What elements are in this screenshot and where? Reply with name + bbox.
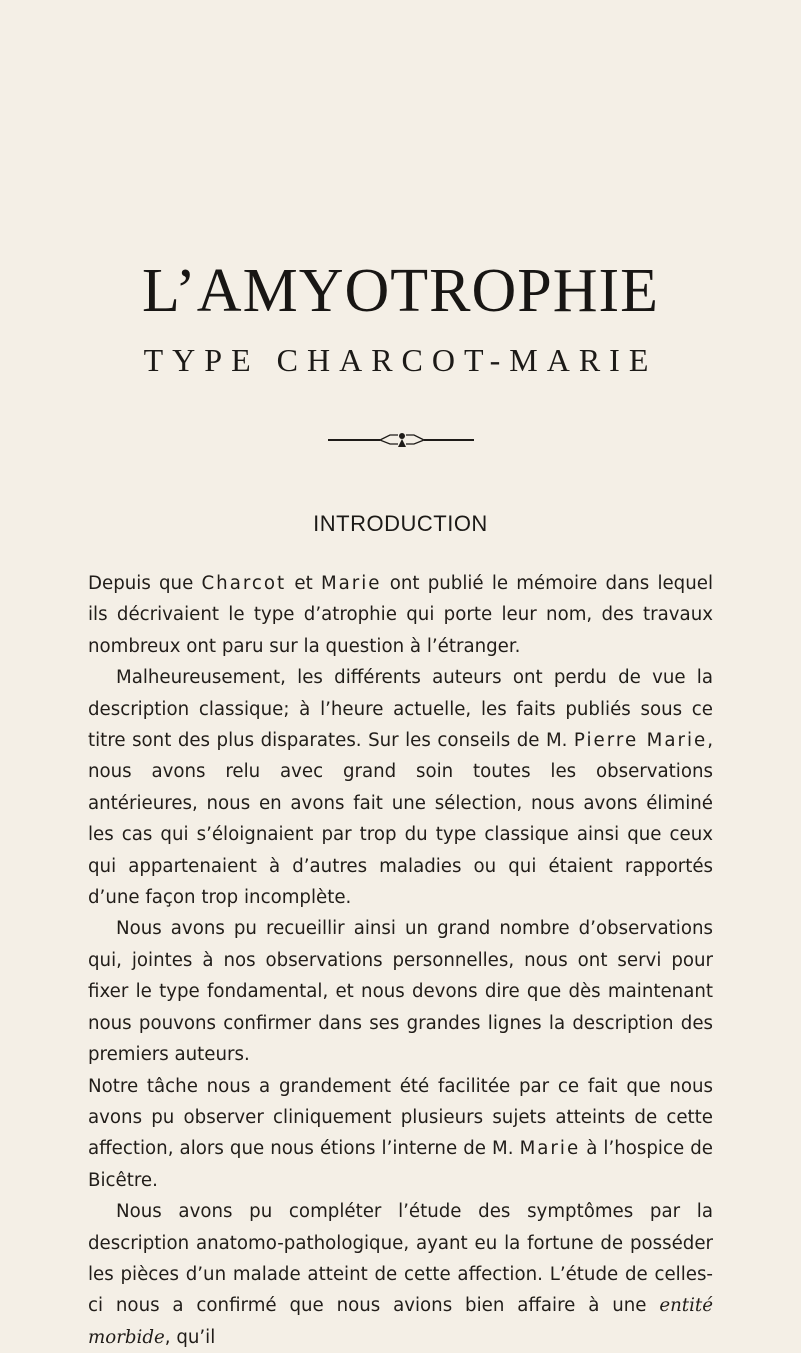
author-name: Marie [519, 1138, 581, 1160]
paragraph-5: Nous avons pu compléter l’étude des symptômes par la description anatomo-pathologique, ayant eu la fortune de posséder les pièces d’un malade atteint de cette affection. L’étude de celles-ci nous a confirmé que nous avions bien affaire à une entité morbide, qu’il [88, 1201, 713, 1348]
body-text [88, 568, 713, 1353]
paragraph-2: Malheureusement, les différents auteurs ont perdu de vue la description classique; à l’heure actuelle, les faits publiés sous ce titre sont des plus disparates. Sur les conseils de M. Pierre Marie, nous avons relu avec grand soin toutes les observations antérieures, nous en avons fait une sélection, nous avons éliminé les cas qui s’éloignaient par trop du type classique ainsi que ceux qui appartenaient à d’autres maladies ou qui étaient rapportés d’une façon trop incomplète. [88, 667, 714, 909]
paragraph-1: Depuis que Charcot et Marie ont publié le mémoire dans lequel ils décrivaient le type d’atrophie qui porte leur nom, des travaux nombreux ont paru sur la question à l’étranger. [88, 573, 713, 657]
ornament-divider-icon [0, 430, 801, 450]
paragraph-3: Nous avons pu recueillir ainsi un grand nombre d’observations qui, jointes à nos observations personnelles, nous ont servi pour fixer le type fondamental, et nous devons dire que dès maintenant nous pouvons confirmer dans ses grandes lignes la description des premiers auteurs. [88, 918, 713, 1066]
author-name: Pierre Marie [573, 730, 708, 752]
paragraph-4: Notre tâche nous a grandement été facilitée par ce fait que nous avons pu observer cliniquement plusieurs sujets atteints de cette affection, alors que nous étions l’interne de M. Marie à l’hospice de Bicêtre. [88, 1075, 713, 1191]
main-title: L’AMYOTROPHIE [141, 257, 660, 325]
section-heading: INTRODUCTION [313, 511, 488, 536]
author-name: Charcot [201, 573, 287, 594]
author-name: Marie [320, 573, 382, 594]
subtitle: TYPE CHARCOT-MARIE [143, 342, 658, 378]
emphasis-text: entité morbide [88, 1295, 713, 1348]
